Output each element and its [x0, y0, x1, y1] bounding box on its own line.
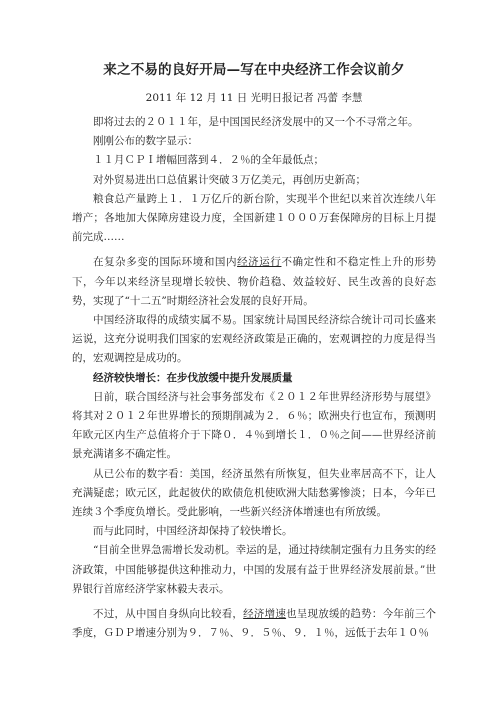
paragraph-text: 不过，从中国自身纵向比较看，	[93, 608, 244, 621]
document-title: 来之不易的良好开局—写在中央经济工作会议前夕	[103, 62, 405, 78]
paragraph: １１月ＣＰＩ增幅回落到４．２％的全年最低点；	[93, 154, 324, 167]
underlined-term: 经济增速	[243, 608, 287, 621]
section-heading: 经济较快增长：在步伐放缓中提升发展质量	[93, 371, 293, 384]
underlined-term: 经济运行	[237, 256, 282, 269]
paragraph: “目前全世界急需增长发动机。幸运的是，通过持续制定强有力且务实的经济政策，中国能够提供这种推动力，中国的发展有益于世界经济发展前景。”世界银行首席经济学家林毅夫表示。	[72, 544, 436, 595]
paragraph: 即将过去的２０１１年，是中国国民经济发展中的又一个不寻常之年。	[93, 116, 419, 128]
paragraph: 而与此同时，中国经济却保持了较快增长。	[93, 525, 293, 538]
paragraph-text: 也呈现放缓的趋势：今年前三个季度，ＧＤＰ增速分别为９．７％、９．５％、９．１％，远低于去年１０％	[72, 608, 437, 640]
byline: 2011 年 12 月 11 日 光明日报记者 冯蕾 李慧	[145, 92, 363, 104]
paragraph	[72, 253, 436, 311]
paragraph: 刚刚公布的数字显示：	[93, 135, 198, 148]
paragraph: 对外贸易进出口总值累计突破３万亿美元，再创历史新高；	[93, 173, 366, 186]
paragraph: 中国经济取得的成绩实属不易。国家统计局国民经济综合统计司司长盛来运说，这充分说明我们国家的宏观经济政策是正确的，宏观调控的力度是得当的，宏观调控是成功的。	[72, 314, 436, 365]
paragraph	[72, 605, 436, 643]
paragraph-text: 在复杂多变的国际环境和国内	[93, 256, 238, 269]
paragraph: 从已公布的数字看：美国，经济虽然有所恢复，但失业率居高不下，让人充满疑虑；欧元区，此起彼伏的欧债危机使欧洲大陆愁雾惨淡；日本，今年已连续３个季度负增长。受此影响，一些新兴经济体增速也有所放缓。	[72, 467, 436, 519]
paragraph-text: 不确定性和不稳定性上升的形势下，今年以来经济呈现增长较快、物价趋稳、效益较好、民生改善的良好态势，实现了“十二五”时期经济社会发展的良好开局。	[72, 256, 437, 307]
paragraph: 日前，联合国经济与社会事务部发布《２０１２年世界经济形势与展望》将其对２０１２年世界增长的预期削减为２．６％；欧洲央行也宣布，预测明年欧元区内生产总值将介于下降０．４％到增长１．０％之间——世界经济前景充满诸多不确定性。	[72, 390, 436, 461]
paragraph: 粮食总产量跨上１．１万亿斤的新台阶，实现半个世纪以来首次连续八年增产；各地加大保障房建设力度，全国新建１０００万套保障房的目标上月提前完成……	[72, 192, 436, 244]
